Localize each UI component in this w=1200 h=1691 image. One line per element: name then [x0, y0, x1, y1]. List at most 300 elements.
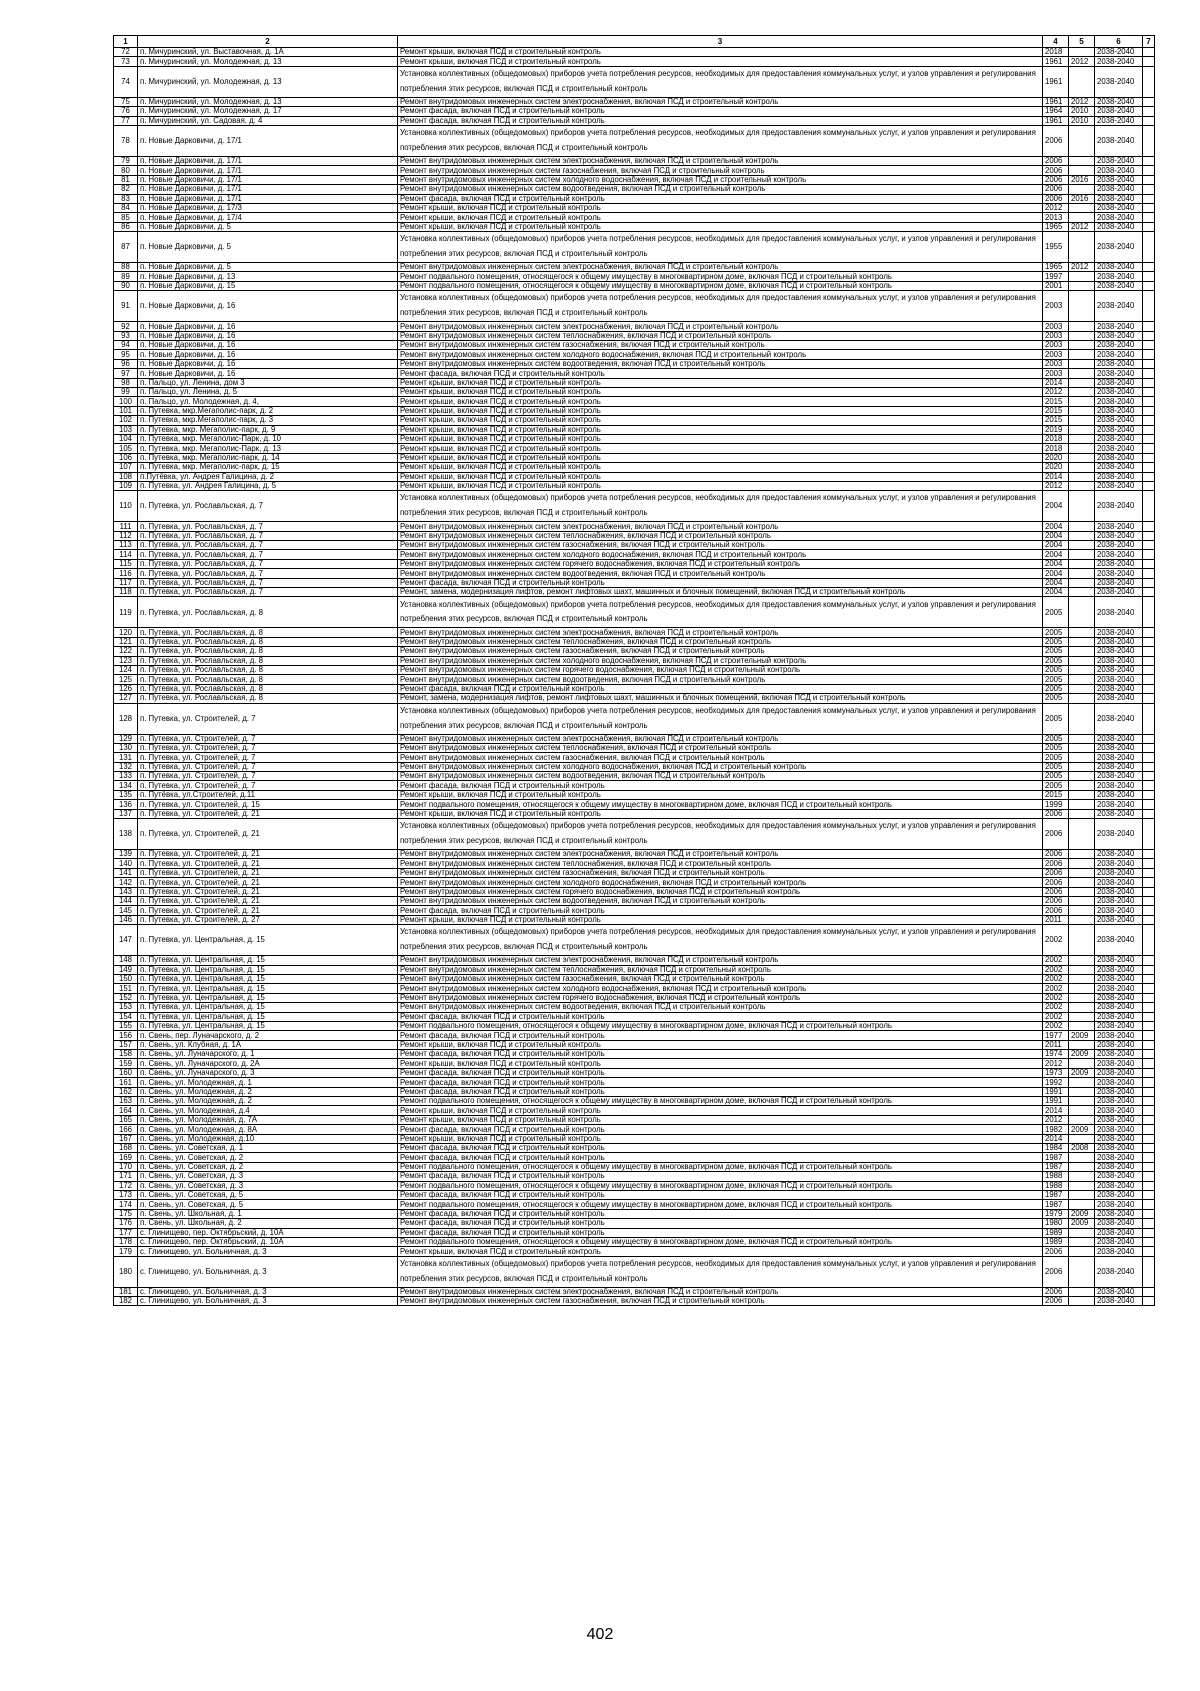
table-row [114, 868, 1155, 877]
build-year-cell: 2005 [1043, 637, 1069, 646]
build-year-cell: 2011 [1043, 1040, 1069, 1049]
planned-period-cell: 2038-2040 [1095, 956, 1143, 965]
table-row [114, 1115, 1155, 1124]
row-number-cell: 141 [114, 868, 138, 877]
table-row [114, 578, 1155, 587]
planned-period-cell: 2038-2040 [1095, 1209, 1143, 1218]
col7-cell [1143, 341, 1155, 350]
planned-period-cell: 2038-2040 [1095, 550, 1143, 559]
col7-cell [1143, 694, 1155, 703]
last-repair-year-cell [1069, 350, 1095, 359]
build-year-cell: 2005 [1043, 734, 1069, 743]
col7-cell [1143, 1106, 1155, 1115]
col7-cell [1143, 781, 1155, 790]
table-row [114, 1106, 1155, 1115]
address-cell: п. Мичуринский, ул. Молодежная, д. 13 [138, 57, 398, 66]
col-header-7: 7 [1143, 36, 1155, 48]
planned-period-cell: 2038-2040 [1095, 762, 1143, 771]
build-year-cell: 2012 [1043, 1059, 1069, 1068]
row-number-cell: 104 [114, 434, 138, 443]
build-year-cell: 2002 [1043, 1012, 1069, 1021]
address-cell: п. Пальцо, ул. Ленина, дом 3 [138, 378, 398, 387]
work-type-cell: Ремонт внутридомовых инженерных систем водоотведения, включая ПСД и строительный контроль [398, 569, 1043, 578]
address-cell: п. Пальцо, ул. Ленина, д. 5 [138, 387, 398, 396]
planned-period-cell: 2038-2040 [1095, 378, 1143, 387]
last-repair-year-cell [1069, 378, 1095, 387]
work-type-cell: Ремонт внутридомовых инженерных систем газоснабжения, включая ПСД и строительный контроль [398, 541, 1043, 550]
col7-cell [1143, 790, 1155, 799]
last-repair-year-cell: 2009 [1069, 1031, 1095, 1040]
address-cell: п. Новые Дарковичи, д. 17/3 [138, 203, 398, 212]
planned-period-cell: 2038-2040 [1095, 588, 1143, 597]
last-repair-year-cell [1069, 156, 1095, 165]
last-repair-year-cell [1069, 790, 1095, 799]
work-type-cell: Ремонт фасада, включая ПСД и строительный контроль [398, 107, 1043, 116]
address-cell: п. Путевка, мкр. Мегаполис-Парк, д. 13 [138, 444, 398, 453]
col7-cell [1143, 263, 1155, 272]
table-row [114, 887, 1155, 896]
row-number-cell: 150 [114, 974, 138, 983]
build-year-cell: 2005 [1043, 684, 1069, 693]
planned-period-cell: 2038-2040 [1095, 868, 1143, 877]
address-cell: п. Путёвка, ул.Строителей, д.11 [138, 790, 398, 799]
table-row [114, 1172, 1155, 1181]
table-row [114, 1219, 1155, 1228]
address-cell: п. Путевка, ул. Строителей, д. 7 [138, 743, 398, 752]
build-year-cell: 1964 [1043, 107, 1069, 116]
table-row [114, 425, 1155, 434]
address-cell: с. Глинищево, пер. Октябрьский, д. 10А [138, 1237, 398, 1246]
table-row [114, 1153, 1155, 1162]
work-type-cell: Установка коллективных (общедомовых) приборов учета потребления ресурсов, необходимых для предоставления коммунальных услуг, и узлов управления и регулирования потребления этих ресурсов, включая ПСД и строительный контроль [398, 66, 1043, 97]
planned-period-cell: 2038-2040 [1095, 569, 1143, 578]
work-type-cell: Ремонт фасада, включая ПСД и строительный контроль [398, 1068, 1043, 1077]
col7-cell [1143, 434, 1155, 443]
work-type-cell: Ремонт внутридомовых инженерных систем электроснабжения, включая ПСД и строительный контроль [398, 156, 1043, 165]
row-number-cell: 136 [114, 800, 138, 809]
table-row [114, 213, 1155, 222]
col7-cell [1143, 281, 1155, 290]
work-type-cell: Ремонт крыши, включая ПСД и строительный контроль [398, 915, 1043, 924]
last-repair-year-cell [1069, 531, 1095, 540]
build-year-cell: 2005 [1043, 703, 1069, 734]
row-number-cell: 115 [114, 559, 138, 568]
work-type-cell: Ремонт подвального помещения, относящегося к общему имуществу в многоквартирном доме, включая ПСД и строительный контроль [398, 1021, 1043, 1030]
build-year-cell: 2005 [1043, 694, 1069, 703]
table-row [114, 203, 1155, 212]
address-cell: п. Новые Дарковичи, д. 16 [138, 350, 398, 359]
build-year-cell: 2005 [1043, 628, 1069, 637]
table-row [114, 444, 1155, 453]
row-number-cell: 72 [114, 48, 138, 57]
table-row [114, 57, 1155, 66]
build-year-cell: 1999 [1043, 800, 1069, 809]
last-repair-year-cell [1069, 974, 1095, 983]
last-repair-year-cell [1069, 569, 1095, 578]
table-row [114, 1237, 1155, 1246]
row-number-cell: 149 [114, 965, 138, 974]
build-year-cell: 2018 [1043, 434, 1069, 443]
row-number-cell: 148 [114, 956, 138, 965]
row-number-cell: 133 [114, 772, 138, 781]
work-type-cell: Ремонт крыши, включая ПСД и строительный контроль [398, 213, 1043, 222]
table-row [114, 1209, 1155, 1218]
build-year-cell: 2006 [1043, 850, 1069, 859]
work-type-cell: Ремонт внутридомовых инженерных систем холодного водоснабжения, включая ПСД и строительный контроль [398, 878, 1043, 887]
work-type-cell: Ремонт фасада, включая ПСД и строительный контроль [398, 1031, 1043, 1040]
planned-period-cell: 2038-2040 [1095, 166, 1143, 175]
planned-period-cell: 2038-2040 [1095, 1297, 1143, 1306]
build-year-cell: 2002 [1043, 925, 1069, 956]
row-number-cell: 155 [114, 1021, 138, 1030]
planned-period-cell: 2038-2040 [1095, 57, 1143, 66]
build-year-cell: 1979 [1043, 1209, 1069, 1218]
last-repair-year-cell [1069, 956, 1095, 965]
last-repair-year-cell [1069, 703, 1095, 734]
row-number-cell: 168 [114, 1143, 138, 1152]
col7-cell [1143, 1153, 1155, 1162]
table-row [114, 762, 1155, 771]
address-cell: п. Новые Дарковичи, д. 17/1 [138, 185, 398, 194]
planned-period-cell: 2038-2040 [1095, 66, 1143, 97]
row-number-cell: 160 [114, 1068, 138, 1077]
address-cell: п. Путевка, ул. Строителей, д. 7 [138, 703, 398, 734]
address-cell: п. Пальцо, ул. Молодежная, д. 4, [138, 397, 398, 406]
work-type-cell: Ремонт подвального помещения, относящегося к общему имуществу в многоквартирном доме, включая ПСД и строительный контроль [398, 800, 1043, 809]
work-type-cell: Ремонт внутридомовых инженерных систем холодного водоснабжения, включая ПСД и строительный контроль [398, 350, 1043, 359]
work-type-cell: Установка коллективных (общедомовых) приборов учета потребления ресурсов, необходимых для предоставления коммунальных услуг, и узлов управления и регулирования потребления этих ресурсов, включая ПСД и строительный контроль [398, 925, 1043, 956]
work-type-cell: Ремонт фасада, включая ПСД и строительный контроль [398, 906, 1043, 915]
row-number-cell: 167 [114, 1134, 138, 1143]
table-row [114, 322, 1155, 331]
work-type-cell: Ремонт внутридомовых инженерных систем горячего водоснабжения, включая ПСД и строительный контроль [398, 887, 1043, 896]
work-type-cell: Ремонт крыши, включая ПСД и строительный контроль [398, 1247, 1043, 1256]
col7-cell [1143, 665, 1155, 674]
row-number-cell: 81 [114, 175, 138, 184]
address-cell: п. Путевка, ул. Рославльская, д. 8 [138, 656, 398, 665]
build-year-cell: 2004 [1043, 531, 1069, 540]
work-type-cell: Ремонт крыши, включая ПСД и строительный контроль [398, 1059, 1043, 1068]
planned-period-cell: 2038-2040 [1095, 1134, 1143, 1143]
address-cell: п. Путевка, ул. Рославльская, д. 8 [138, 637, 398, 646]
col7-cell [1143, 859, 1155, 868]
col7-cell [1143, 850, 1155, 859]
work-type-cell: Ремонт внутридомовых инженерных систем электроснабжения, включая ПСД и строительный контроль [398, 522, 1043, 531]
build-year-cell: 1991 [1043, 1097, 1069, 1106]
address-cell: п. Свень, ул. Молодежная, д. 7А [138, 1115, 398, 1124]
table-row [114, 965, 1155, 974]
build-year-cell: 2015 [1043, 416, 1069, 425]
planned-period-cell: 2038-2040 [1095, 800, 1143, 809]
address-cell: п. Новые Дарковичи, д. 15 [138, 281, 398, 290]
last-repair-year-cell [1069, 1097, 1095, 1106]
capital-repair-table [113, 35, 1155, 1306]
col7-cell [1143, 232, 1155, 263]
table-row [114, 48, 1155, 57]
last-repair-year-cell [1069, 578, 1095, 587]
table-row [114, 125, 1155, 156]
col7-cell [1143, 1172, 1155, 1181]
build-year-cell: 2012 [1043, 481, 1069, 490]
row-number-cell: 153 [114, 1003, 138, 1012]
col7-cell [1143, 491, 1155, 522]
work-type-cell: Ремонт крыши, включая ПСД и строительный контроль [398, 1115, 1043, 1124]
table-row [114, 1021, 1155, 1030]
last-repair-year-cell [1069, 1247, 1095, 1256]
planned-period-cell: 2038-2040 [1095, 350, 1143, 359]
table-row [114, 481, 1155, 490]
last-repair-year-cell [1069, 341, 1095, 350]
work-type-cell: Ремонт внутридомовых инженерных систем электроснабжения, включая ПСД и строительный контроль [398, 322, 1043, 331]
work-type-cell: Ремонт крыши, включая ПСД и строительный контроль [398, 1040, 1043, 1049]
address-cell: п. Путевка, ул. Рославльская, д. 7 [138, 531, 398, 540]
address-cell: п. Новые Дарковичи, д. 5 [138, 263, 398, 272]
planned-period-cell: 2038-2040 [1095, 425, 1143, 434]
table-row [114, 175, 1155, 184]
build-year-cell: 2004 [1043, 578, 1069, 587]
last-repair-year-cell: 2012 [1069, 222, 1095, 231]
address-cell: п. Новые Дарковичи, д. 17/1 [138, 156, 398, 165]
planned-period-cell: 2038-2040 [1095, 1059, 1143, 1068]
last-repair-year-cell [1069, 859, 1095, 868]
build-year-cell: 2005 [1043, 753, 1069, 762]
col-header-3: 3 [398, 36, 1043, 48]
build-year-cell: 1991 [1043, 1087, 1069, 1096]
table-row [114, 156, 1155, 165]
work-type-cell: Ремонт внутридомовых инженерных систем водоотведения, включая ПСД и строительный контроль [398, 897, 1043, 906]
planned-period-cell: 2038-2040 [1095, 559, 1143, 568]
row-number-cell: 147 [114, 925, 138, 956]
planned-period-cell: 2038-2040 [1095, 263, 1143, 272]
planned-period-cell: 2038-2040 [1095, 1172, 1143, 1181]
last-repair-year-cell [1069, 406, 1095, 415]
row-number-cell: 77 [114, 116, 138, 125]
col7-cell [1143, 531, 1155, 540]
table-row [114, 406, 1155, 415]
build-year-cell: 1977 [1043, 1031, 1069, 1040]
build-year-cell: 2018 [1043, 444, 1069, 453]
col7-cell [1143, 1237, 1155, 1246]
last-repair-year-cell [1069, 1115, 1095, 1124]
row-number-cell: 75 [114, 97, 138, 106]
last-repair-year-cell: 2012 [1069, 97, 1095, 106]
table-row [114, 859, 1155, 868]
col7-cell [1143, 1078, 1155, 1087]
col7-cell [1143, 1021, 1155, 1030]
last-repair-year-cell [1069, 809, 1095, 818]
row-number-cell: 91 [114, 291, 138, 322]
table-row [114, 675, 1155, 684]
planned-period-cell: 2038-2040 [1095, 753, 1143, 762]
col-header-5: 5 [1069, 36, 1095, 48]
address-cell: с. Глинищево, ул. Больничная, д. 3 [138, 1287, 398, 1296]
col7-cell [1143, 684, 1155, 693]
col7-cell [1143, 331, 1155, 340]
address-cell: п. Путевка, мкр.Мегаполис-парк, д. 3 [138, 416, 398, 425]
address-cell: п. Свень, ул. Молодежная, д.4 [138, 1106, 398, 1115]
table-row [114, 656, 1155, 665]
row-number-cell: 93 [114, 331, 138, 340]
planned-period-cell: 2038-2040 [1095, 984, 1143, 993]
address-cell: п. Новые Дарковичи, д. 16 [138, 331, 398, 340]
last-repair-year-cell [1069, 66, 1095, 97]
col7-cell [1143, 984, 1155, 993]
col-header-2: 2 [138, 36, 398, 48]
build-year-cell: 1955 [1043, 232, 1069, 263]
table-row [114, 453, 1155, 462]
row-number-cell: 106 [114, 453, 138, 462]
address-cell: п. Путевка, ул. Строителей, д. 7 [138, 781, 398, 790]
work-type-cell: Ремонт внутридомовых инженерных систем водоотведения, включая ПСД и строительный контроль [398, 772, 1043, 781]
last-repair-year-cell: 2009 [1069, 1125, 1095, 1134]
work-type-cell: Ремонт внутридомовых инженерных систем газоснабжения, включая ПСД и строительный контроль [398, 974, 1043, 983]
work-type-cell: Ремонт фасада, включая ПСД и строительный контроль [398, 1228, 1043, 1237]
col7-cell [1143, 369, 1155, 378]
last-repair-year-cell [1069, 541, 1095, 550]
build-year-cell: 2006 [1043, 194, 1069, 203]
row-number-cell: 127 [114, 694, 138, 703]
table-row [114, 378, 1155, 387]
address-cell: п. Путевка, ул. Строителей, д. 15 [138, 800, 398, 809]
build-year-cell: 1974 [1043, 1050, 1069, 1059]
row-number-cell: 132 [114, 762, 138, 771]
row-number-cell: 114 [114, 550, 138, 559]
work-type-cell: Ремонт подвального помещения, относящегося к общему имуществу в многоквартирном доме, включая ПСД и строительный контроль [398, 1237, 1043, 1246]
work-type-cell: Ремонт крыши, включая ПСД и строительный контроль [398, 416, 1043, 425]
address-cell: п. Новые Дарковичи, д. 16 [138, 341, 398, 350]
row-number-cell: 85 [114, 213, 138, 222]
last-repair-year-cell [1069, 993, 1095, 1002]
row-number-cell: 94 [114, 341, 138, 350]
address-cell: п. Путевка, ул. Строителей, д. 21 [138, 859, 398, 868]
last-repair-year-cell [1069, 897, 1095, 906]
address-cell: п. Свень, ул. Советская, д. 5 [138, 1190, 398, 1199]
last-repair-year-cell [1069, 887, 1095, 896]
build-year-cell: 1997 [1043, 272, 1069, 281]
last-repair-year-cell [1069, 416, 1095, 425]
build-year-cell: 2005 [1043, 665, 1069, 674]
table-row [114, 97, 1155, 106]
planned-period-cell: 2038-2040 [1095, 1256, 1143, 1287]
row-number-cell: 158 [114, 1050, 138, 1059]
work-type-cell: Ремонт внутридомовых инженерных систем теплоснабжения, включая ПСД и строительный контроль [398, 331, 1043, 340]
col7-cell [1143, 743, 1155, 752]
table-row [114, 416, 1155, 425]
row-number-cell: 121 [114, 637, 138, 646]
work-type-cell: Ремонт крыши, включая ПСД и строительный контроль [398, 444, 1043, 453]
col7-cell [1143, 887, 1155, 896]
address-cell: п. Свень, ул. Советская, д. 1 [138, 1143, 398, 1152]
planned-period-cell: 2038-2040 [1095, 819, 1143, 850]
table-row [114, 291, 1155, 322]
build-year-cell: 2006 [1043, 906, 1069, 915]
planned-period-cell: 2038-2040 [1095, 1190, 1143, 1199]
planned-period-cell: 2038-2040 [1095, 444, 1143, 453]
table-row [114, 915, 1155, 924]
address-cell: п. Свень, ул. Молодежная, д. 2 [138, 1097, 398, 1106]
address-cell: п. Путевка, мкр. Мегаполис-Парк, д. 10 [138, 434, 398, 443]
address-cell: п. Путевка, ул. Рославльская, д. 8 [138, 684, 398, 693]
col7-cell [1143, 647, 1155, 656]
work-type-cell: Ремонт внутридомовых инженерных систем газоснабжения, включая ПСД и строительный контроль [398, 753, 1043, 762]
col7-cell [1143, 1200, 1155, 1209]
last-repair-year-cell: 2016 [1069, 194, 1095, 203]
table-row [114, 66, 1155, 97]
work-type-cell: Установка коллективных (общедомовых) приборов учета потребления ресурсов, необходимых для предоставления коммунальных услуг, и узлов управления и регулирования потребления этих ресурсов, включая ПСД и строительный контроль [398, 291, 1043, 322]
work-type-cell: Ремонт внутридомовых инженерных систем электроснабжения, включая ПСД и строительный контроль [398, 97, 1043, 106]
planned-period-cell: 2038-2040 [1095, 1050, 1143, 1059]
address-cell: с. Глинищево, ул. Больничная, д. 3 [138, 1297, 398, 1306]
address-cell: п. Мичуринский, ул. Выставочная, д. 1А [138, 48, 398, 57]
address-cell: п. Путевка, ул. Строителей, д. 21 [138, 850, 398, 859]
work-type-cell: Ремонт крыши, включая ПСД и строительный контроль [398, 434, 1043, 443]
planned-period-cell: 2038-2040 [1095, 637, 1143, 646]
last-repair-year-cell [1069, 675, 1095, 684]
build-year-cell: 2003 [1043, 359, 1069, 368]
address-cell: п. Свень, ул. Луначарского, д. 1 [138, 1050, 398, 1059]
work-type-cell: Ремонт крыши, включая ПСД и строительный контроль [398, 1106, 1043, 1115]
build-year-cell: 2006 [1043, 859, 1069, 868]
col7-cell [1143, 48, 1155, 57]
planned-period-cell: 2038-2040 [1095, 628, 1143, 637]
address-cell: п. Путевка, ул. Рославльская, д. 8 [138, 665, 398, 674]
last-repair-year-cell [1069, 125, 1095, 156]
build-year-cell: 2006 [1043, 1247, 1069, 1256]
row-number-cell: 90 [114, 281, 138, 290]
last-repair-year-cell [1069, 453, 1095, 462]
work-type-cell: Ремонт внутридомовых инженерных систем газоснабжения, включая ПСД и строительный контроль [398, 868, 1043, 877]
planned-period-cell: 2038-2040 [1095, 1237, 1143, 1246]
row-number-cell: 142 [114, 878, 138, 887]
planned-period-cell: 2038-2040 [1095, 416, 1143, 425]
table-row [114, 1031, 1155, 1040]
address-cell: п. Путевка, ул. Строителей, д. 7 [138, 753, 398, 762]
col7-cell [1143, 425, 1155, 434]
last-repair-year-cell [1069, 491, 1095, 522]
table-row [114, 878, 1155, 887]
planned-period-cell: 2038-2040 [1095, 463, 1143, 472]
table-row [114, 531, 1155, 540]
last-repair-year-cell [1069, 281, 1095, 290]
work-type-cell: Ремонт подвального помещения, относящегося к общему имуществу в многоквартирном доме, включая ПСД и строительный контроль [398, 272, 1043, 281]
table-row [114, 185, 1155, 194]
last-repair-year-cell [1069, 387, 1095, 396]
last-repair-year-cell [1069, 434, 1095, 443]
header-row [114, 36, 1155, 48]
col7-cell [1143, 597, 1155, 628]
last-repair-year-cell [1069, 291, 1095, 322]
table-row [114, 472, 1155, 481]
planned-period-cell: 2038-2040 [1095, 107, 1143, 116]
row-number-cell: 105 [114, 444, 138, 453]
row-number-cell: 143 [114, 887, 138, 896]
table-row [114, 665, 1155, 674]
build-year-cell: 2003 [1043, 350, 1069, 359]
work-type-cell: Ремонт крыши, включая ПСД и строительный контроль [398, 406, 1043, 415]
last-repair-year-cell [1069, 734, 1095, 743]
address-cell: п. Мичуринский, ул. Молодежная, д. 17 [138, 107, 398, 116]
address-cell: п. Путевка, ул. Рославльская, д. 7 [138, 569, 398, 578]
col7-cell [1143, 569, 1155, 578]
table-row [114, 906, 1155, 915]
table-row [114, 1078, 1155, 1087]
build-year-cell: 2006 [1043, 897, 1069, 906]
planned-period-cell: 2038-2040 [1095, 906, 1143, 915]
table-row [114, 956, 1155, 965]
last-repair-year-cell [1069, 1162, 1095, 1171]
row-number-cell: 126 [114, 684, 138, 693]
col7-cell [1143, 762, 1155, 771]
